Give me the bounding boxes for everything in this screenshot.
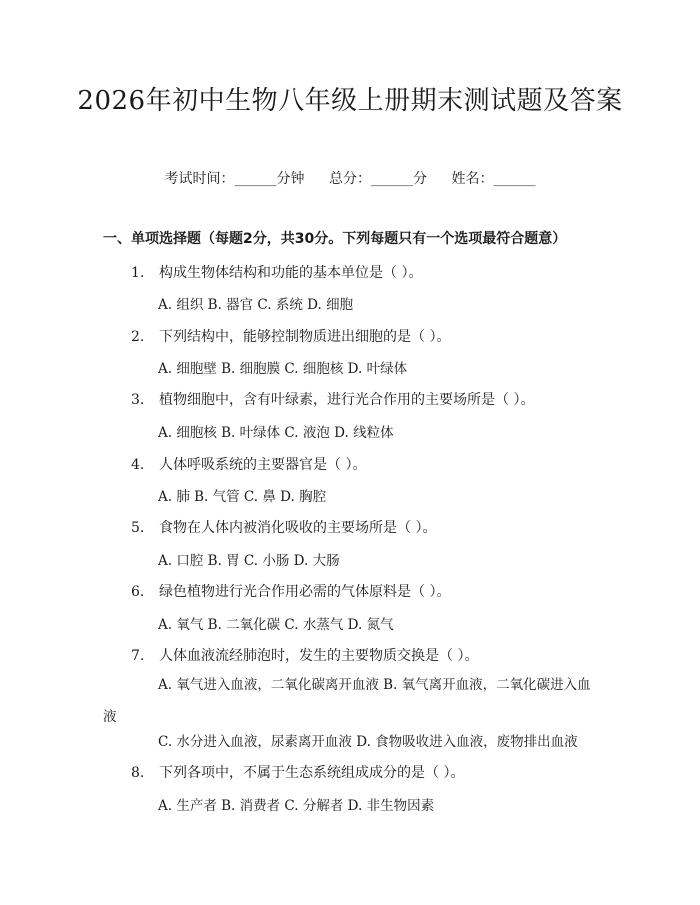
exam-time: 考试时间：______分钟: [164, 171, 305, 187]
question: [131, 454, 366, 474]
question-number: 1.: [131, 265, 145, 281]
question-text: 下列结构中，能够控制物质进出细胞的是（ ）。: [159, 329, 451, 345]
question-options: A. 组织 B. 器官 C. 系统 D. 细胞: [158, 297, 354, 313]
question-number: 4.: [131, 457, 145, 473]
question-text: 人体血液流经肺泡时，发生的主要物质交换是（ ）。: [159, 648, 479, 664]
question-options: A. 肺 B. 气管 C. 鼻 D. 胸腔: [158, 489, 327, 505]
question: [131, 262, 422, 282]
question: [131, 581, 450, 601]
exam-name: 姓名：______: [451, 171, 536, 187]
question: [131, 517, 436, 537]
question-options: C. 水分进入血液，尿素离开血液 D. 食物吸收进入血液，废物排出血液: [158, 734, 578, 750]
section-heading: 一、单项选择题（每题2分，共30分。下列每题只有一个选项最符合题意）: [103, 231, 567, 247]
question-options: A. 口腔 B. 胃 C. 小肠 D. 大肠: [158, 553, 340, 569]
question-text: 构成生物体结构和功能的基本单位是（ ）。: [159, 265, 423, 281]
question: [131, 645, 478, 665]
question-number: 3.: [131, 392, 145, 408]
question-text: 下列各项中，不属于生态系统组成成分的是（ ）。: [159, 765, 465, 781]
question-text: 人体呼吸系统的主要器官是（ ）。: [159, 457, 367, 473]
exam-meta: [0, 168, 700, 188]
question-options: A. 细胞壁 B. 细胞膜 C. 细胞核 D. 叶绿体: [158, 361, 408, 377]
question-options: A. 氧气 B. 二氧化碳 C. 水蒸气 D. 氮气: [158, 617, 394, 633]
question: [131, 326, 450, 346]
question-text: 植物细胞中，含有叶绿素，进行光合作用的主要场所是（ ）。: [159, 392, 535, 408]
document-title: 2026年初中生物八年级上册期末测试题及答案: [77, 86, 623, 116]
question-number: 6.: [131, 584, 145, 600]
question-number: 7.: [131, 648, 145, 664]
question-text: 食物在人体内被消化吸收的主要场所是（ ）。: [159, 520, 437, 536]
question: [131, 762, 464, 782]
exam-score: 总分：______分: [329, 171, 427, 187]
question-number: 2.: [131, 329, 145, 345]
question-number: 8.: [131, 765, 145, 781]
question-options: A. 氧气进入血液，二氧化碳离开血液 B. 氧气离开血液，二氧化碳进入血液: [103, 677, 591, 725]
question-options: A. 细胞核 B. 叶绿体 C. 液泡 D. 线粒体: [158, 425, 394, 441]
question-text: 绿色植物进行光合作用必需的气体原料是（ ）。: [159, 584, 451, 600]
question: [131, 389, 534, 409]
question-number: 5.: [131, 520, 145, 536]
question-options: A. 生产者 B. 消费者 C. 分解者 D. 非生物因素: [158, 798, 435, 814]
